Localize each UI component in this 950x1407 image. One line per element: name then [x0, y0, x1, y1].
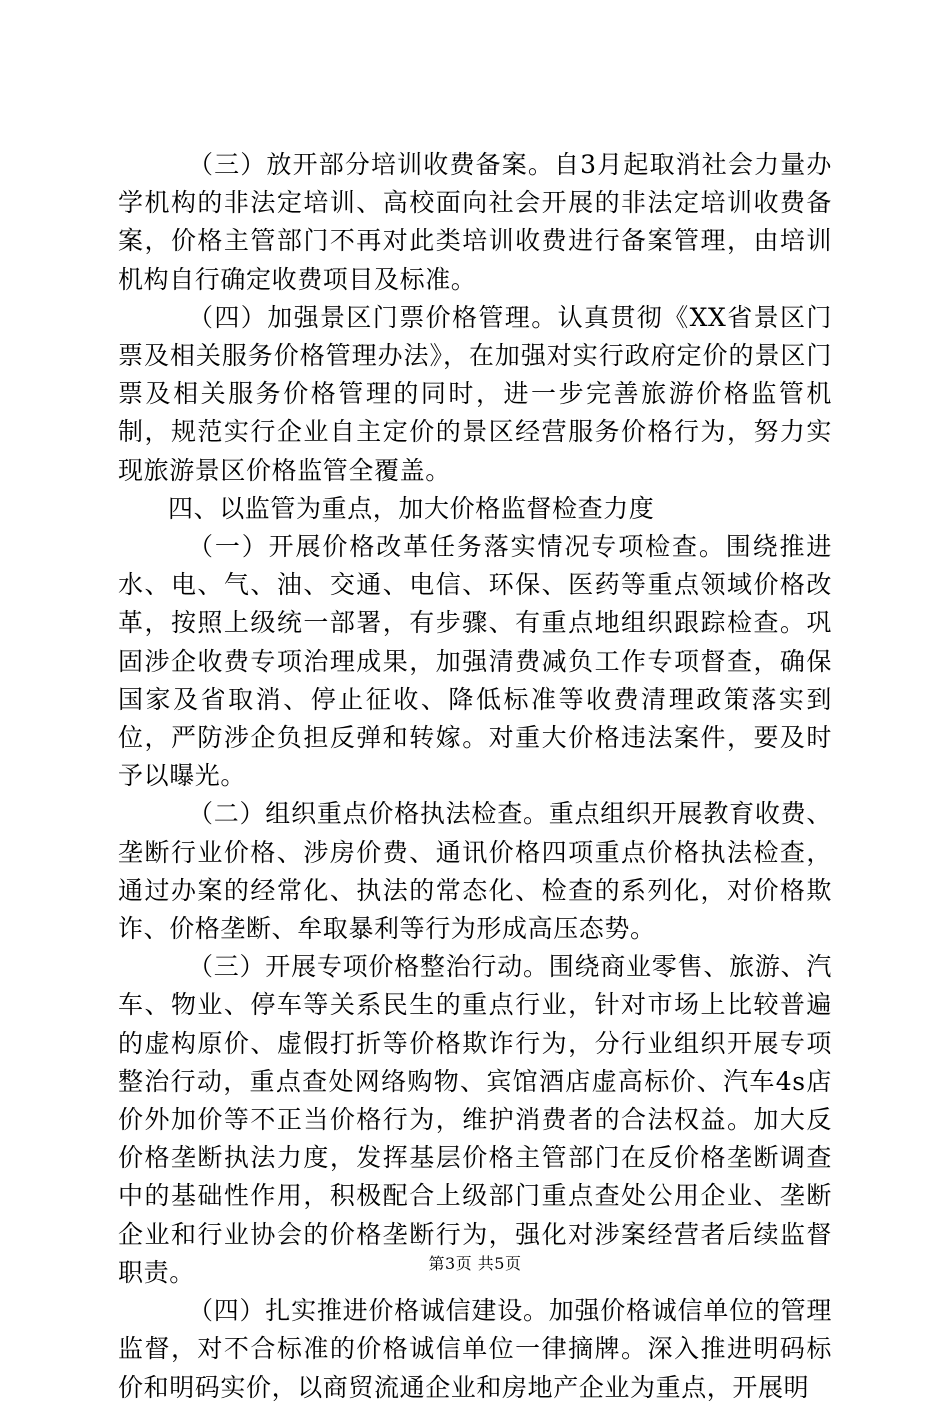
- paragraph-special-rectification: （三）开展专项价格整治行动。围绕商业零售、旅游、汽车、物业、停车等关系民生的重点行业，针对市场上比较普遍的虚构原价、虚假打折等价格欺诈行为，分行业组织开展专项整治行动，重点查处网络购物、宾馆酒店虚高标价、汽车4s店价外加价等不正当价格行为，维护消费者的合法权益。加大反价格垄断执法力度，发挥基层价格主管部门在反价格垄断调查中的基础性作用，积极配合上级部门重点查处公用企业、垄断企业和行业协会的价格垄断行为，强化对涉案经营者后续监督职责。: [118, 952, 832, 1287]
- paragraph-training-fee-filing: （三）放开部分培训收费备案。自3月起取消社会力量办学机构的非法定培训、高校面向社会开展的非法定培训收费备案，价格主管部门不再对此类培训收费进行备案管理，由培训机构自行确定收费项目及标准。: [118, 150, 832, 294]
- section-heading-price-supervision: 四、以监管为重点，加大价格监督检查力度: [168, 493, 655, 523]
- paragraph-reform-inspection: （一）开展价格改革任务落实情况专项检查。围绕推进水、电、气、油、交通、电信、环保、医药等重点领域价格改革，按照上级统一部署，有步骤、有重点地组织跟踪检查。巩固涉企收费专项治理成果，加强清费减负工作专项督查，确保国家及省取消、停止征收、降低标准等收费清理政策落实到位，严防涉企负担反弹和转嫁。对重大价格违法案件，要及时予以曝光。: [118, 532, 832, 791]
- paragraph-scenic-ticket-pricing: （四）加强景区门票价格管理。认真贯彻《XX省景区门票及相关服务价格管理办法》，在加强对实行政府定价的景区门票及相关服务价格管理的同时，进一步完善旅游价格监管机制，规范实行企业自主定价的景区经营服务价格行为，努力实现旅游景区价格监管全覆盖。: [118, 302, 832, 485]
- paragraph-law-enforcement-inspection: （二）组织重点价格执法检查。重点组织开展教育收费、垄断行业价格、涉房价费、通讯价格四项重点价格执法检查，通过办案的经常化、执法的常态化、检查的系列化，对价格欺诈、价格垄断、牟取暴利等行为形成高压态势。: [118, 799, 832, 944]
- page-number-footer: 第3页 共5页: [428, 1254, 522, 1273]
- document-body: [118, 146, 832, 1407]
- paragraph-price-integrity: （四）扎实推进价格诚信建设。加强价格诚信单位的管理监督，对不合标准的价格诚信单位一律摘牌。深入推进明码标价和明码实价，以商贸流通企业和房地产企业为重点，开展明: [118, 1296, 832, 1402]
